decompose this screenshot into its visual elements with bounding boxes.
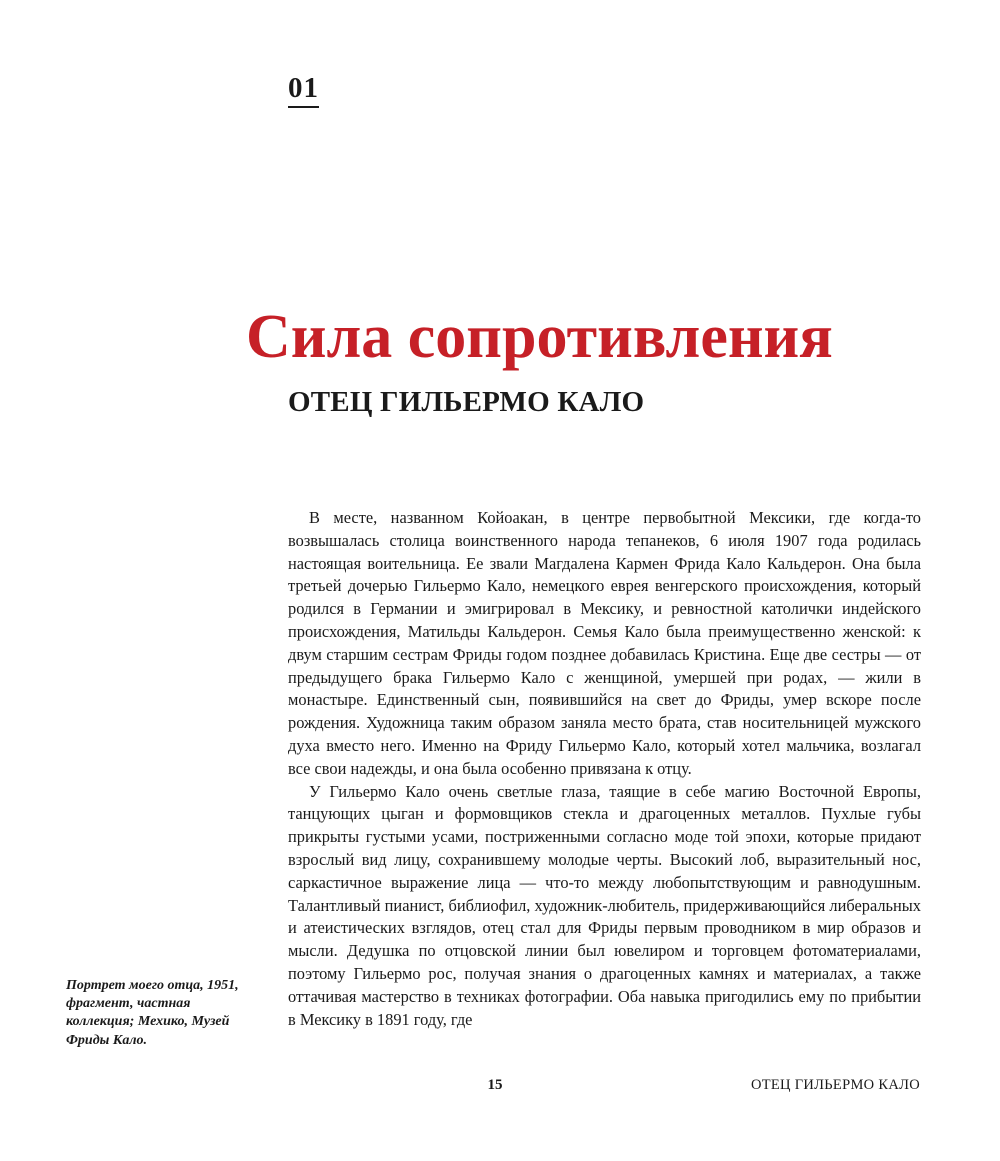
chapter-subtitle: ОТЕЦ ГИЛЬЕРМО КАЛО — [288, 386, 645, 418]
page-number: 15 — [487, 1077, 503, 1093]
chapter-title: Сила сопротивления — [246, 303, 833, 371]
running-header: ОТЕЦ ГИЛЬЕРМО КАЛО — [750, 1077, 920, 1093]
body-paragraph: В месте, названном Койоакан, в центре первобытной Мексики, где когда-то возвышалась столица воинственного народа тепанеков, 6 июля 1907 года родилась настоящая воительница. Ее звали Магдалена Кармен Фрида Кало Кальдерон. Она была третьей дочерью Гильермо Кало, немецкого еврея венгерского происхождения, который родился в Германии и эмигрировал в Мексику, и ревностной католички индейского происхождения, Матильды Кальдерон. Семья Кало была преимущественно женской: к двум старшим сестрам Фриды годом позднее добавилась Кристина. Еще две сестры — от предыдущего брака Гильермо Кало с женщиной, умершей при родах, — жили в монастыре. Единственный сын, появившийся на свет до Фриды, умер вскоре после рождения. Художница таким образом заняла место брата, став носительницей мужского духа вместо него. Именно на Фриду Гильермо Кало, который хотел мальчика, возлагал все свои надежды, и она была особенно привязана к отцу. — [288, 508, 921, 778]
chapter-number: 01 — [288, 70, 319, 108]
image-caption: Портрет моего отца, 1951, фрагмент, частная коллекция; Мехико, Музей Фриды Кало. — [66, 978, 239, 1048]
body-text — [288, 507, 921, 1031]
body-paragraph: У Гильермо Кало очень светлые глаза, таящие в себе магию Восточной Европы, танцующих цыган и формовщиков стекла и драгоценных металлов. Пухлые губы прикрыты густыми усами, постриженными согласно моде той эпохи, которые придают взрослый вид лицу, сохранившему молодые черты. Высокий лоб, выразительный нос, саркастичное выражение лица — что-то между любопытствующим и равнодушным. Талантливый пианист, библиофил, художник-любитель, придерживающийся либеральных и атеистических взглядов, отец стал для Фриды первым проводником в мир образов и мысли. Дедушка по отцовской линии был ювелиром и торговцем фотоматериалами, поэтому Гильермо рос, получая знания о драгоценных камнях и материалах, а также оттачивая мастерство в техниках фотографии. Оба навыка пригодились ему по прибытии в Мексику в 1891 году, где — [288, 781, 921, 1029]
